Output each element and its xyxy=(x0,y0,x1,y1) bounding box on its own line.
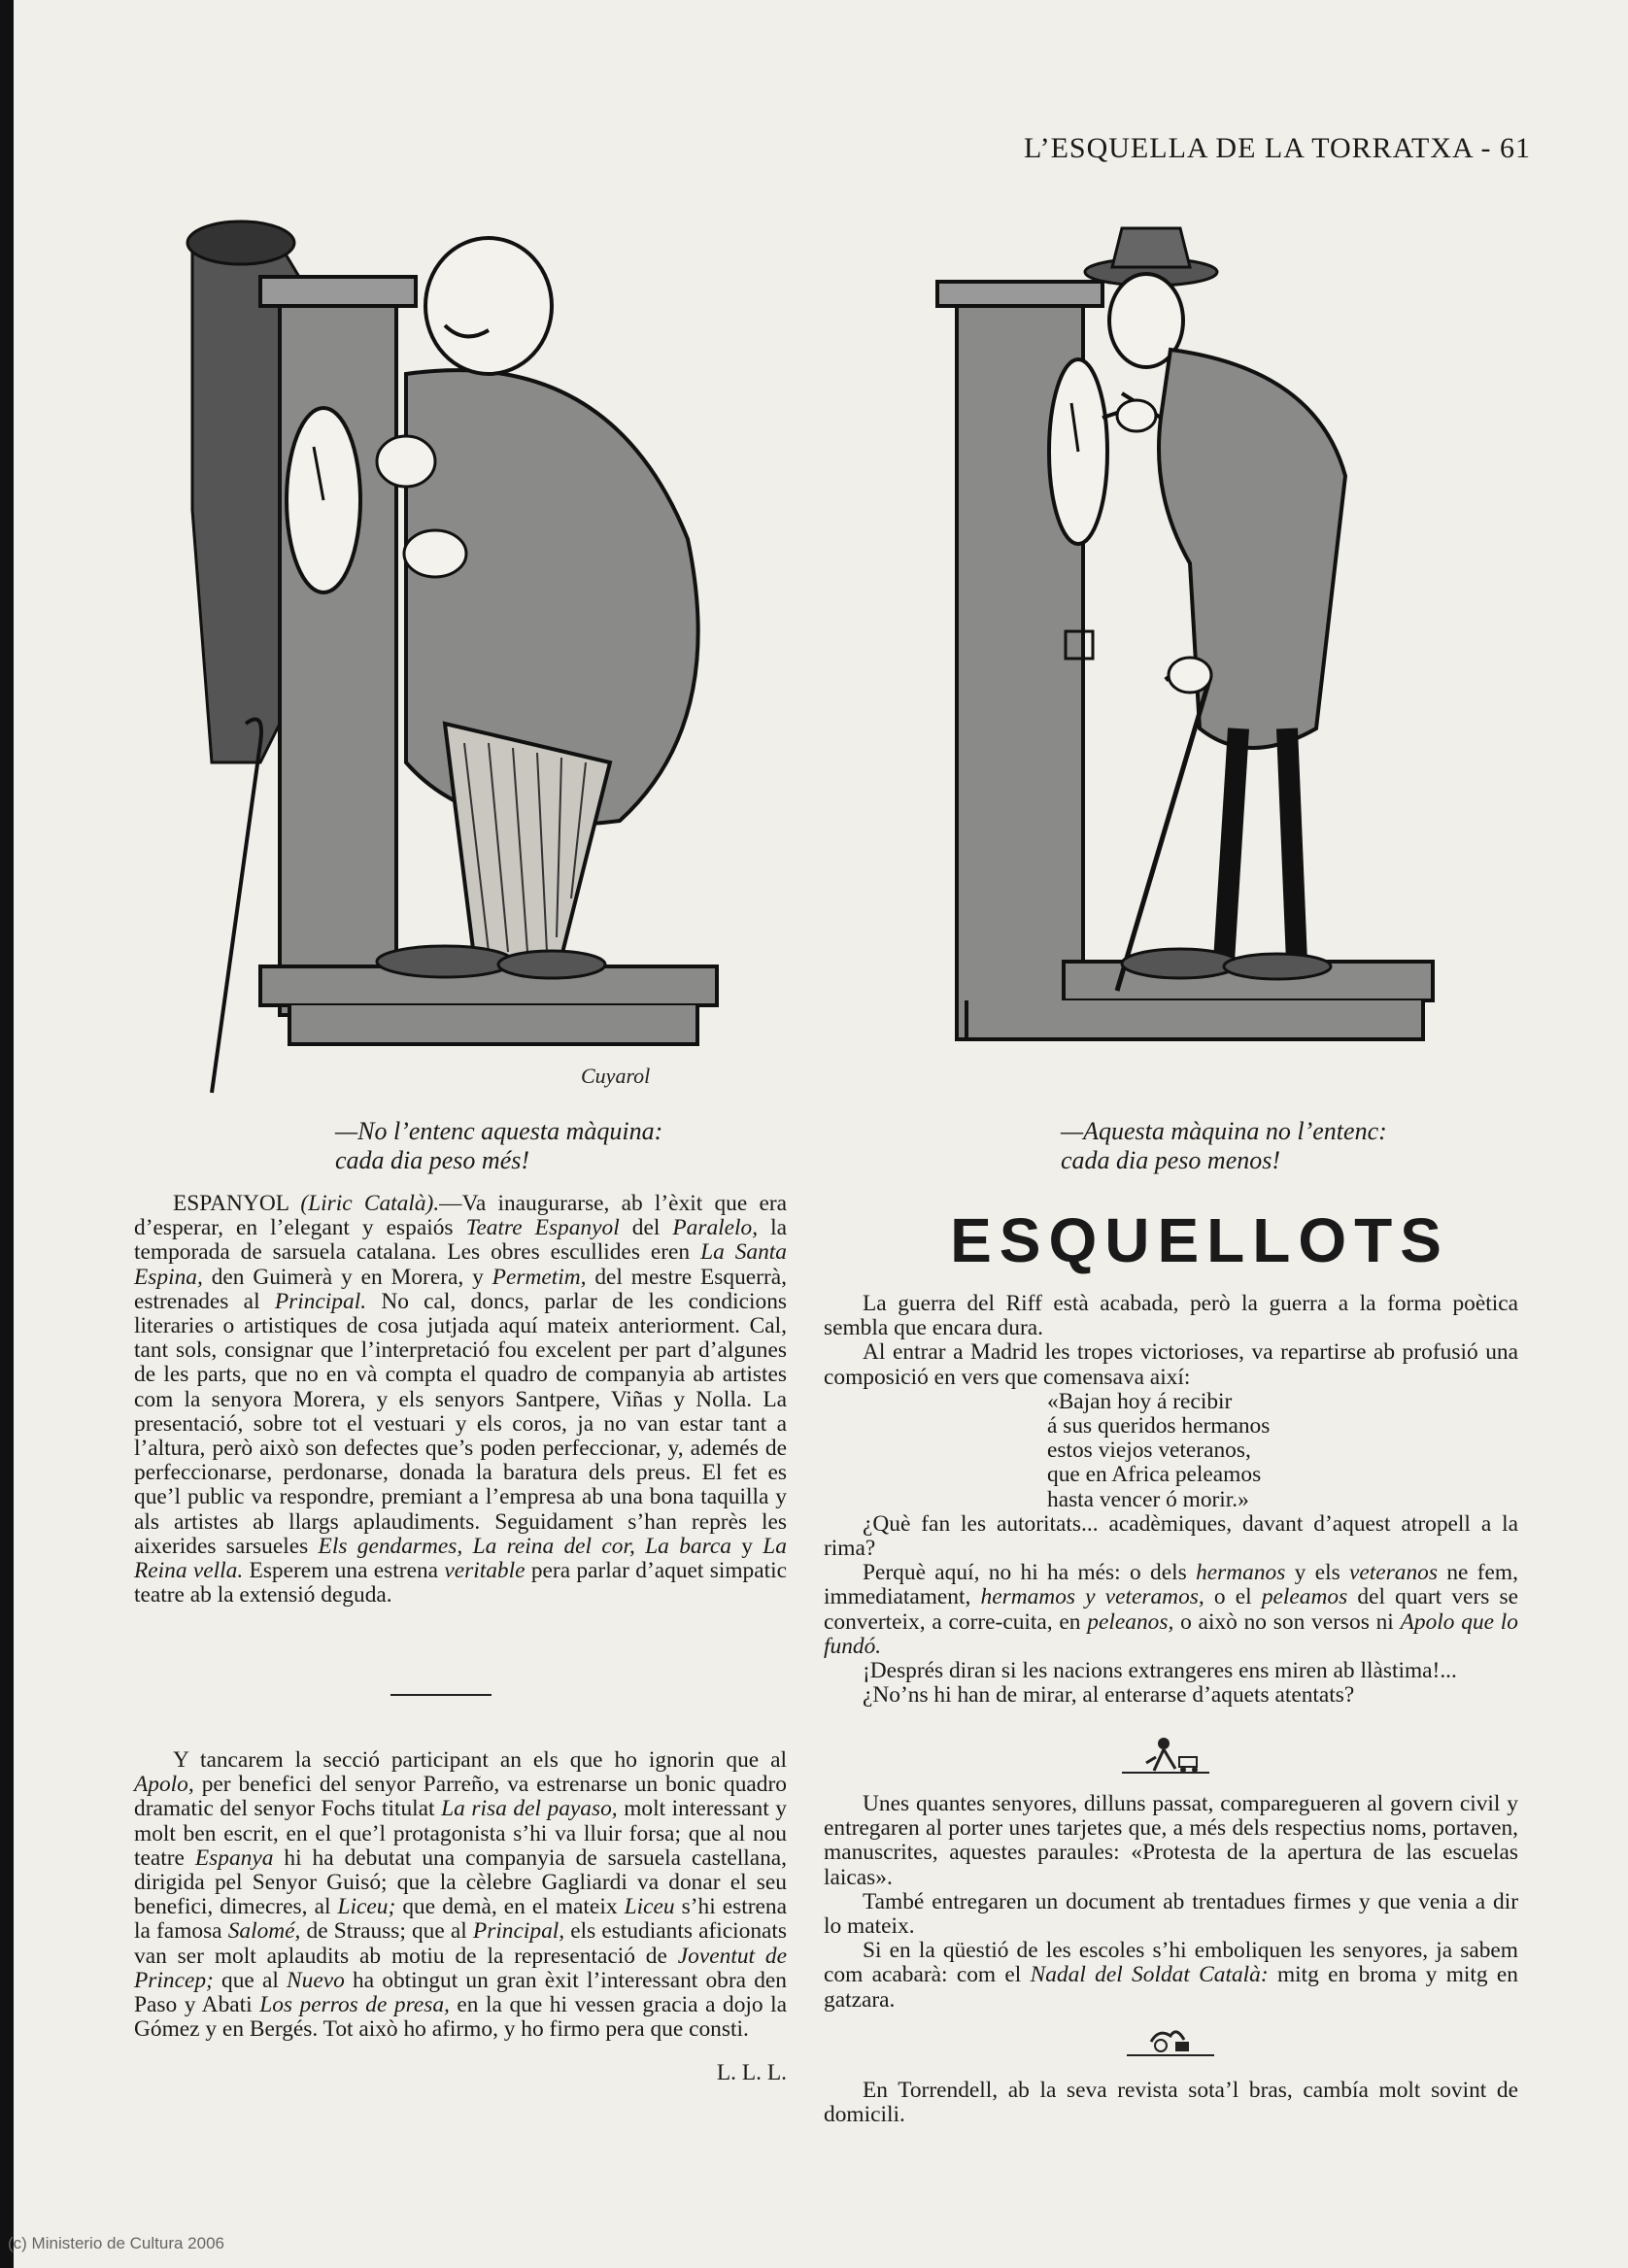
esquellots-p8: També entregaren un document ab trentadues firmes y que venia a dir lo mateix. xyxy=(824,1888,1518,1940)
article-theatre-news: Y tancarem la secció participant an els que ho ignorin que al Apolo, per benefici del senyor Parreño, va estrenarse un bonic quadro dramatic del senyor Fochs titulat La risa del payaso, molt interessant y molt ben escrit, en el que’l protagonista s’hi va lluir forsa; que al nou teatre Espanya hi ha debutat una companyia de sarsuela castellana, dirigida pel Senyor Guisó; que la cèlebre Gagliardi va donar el seu benefici, dimecres, al Liceu; que demà, en el mateix Liceu s’hi estrena la famosa Salomé, de Strauss; que al Principal, els estudiants aficionats van ser molt aplaudits ab motiu de la representació de Joventut de Princep; que al Nuevo ha obtingut un gran èxit l’interessant obra den Paso y Abati Los perros de presa, en la que hi vessen gracia a dojo la Gómez y en Bergés. Tot això ho afirmo, y ho firmo pera que consti. xyxy=(134,1747,787,2043)
cartoon-caption-left xyxy=(335,1117,763,1175)
right-column xyxy=(824,1292,1518,1708)
ornament-vignette-1 xyxy=(1117,1734,1214,1780)
article-espanyol: ESPANYOL (Liric Català).—Va inaugurarse, ab l’èxit que era d’esperar, en l’elegant y espaiós Teatre Espanyol del Paralelo, la temporada de sarsuela catalana. Les obres escullides eren La Santa Espina, den Guimerà y en Morera, y Permetim, del mestre Esquerrà, estrenades al Principal. No cal, doncs, parlar de les condicions literaries o artistiques de cosa jutjada aquí mateix anteriorment. Cal, tant sols, consignar que l’interpretació fou excelent per part d’algunes de les parts, que no en và compta el quadro de companyia ab artistes com la senyora Morera, y els senyors Santpere, Viñas y Nolla. La presentació, sobre tot el vestuari y els coros, ja no van estar tant a l’altura, però això son defectes que’s poden perfeccionar, y, ademés de perfeccionarse, perdonarse, donada la baratura dels preus. El fet es que’l public va respondre, premiant a l’empresa ab una bona taquilla y als artistes ab llargs aplaudiments. Seguidament s’han reprès les aixerides sarsueles Els gendarmes, La reina del cor, La barca y La Reina vella. Esperem una estrena veritable pera parlar d’aquet simpatic teatre ab la extensió deguda. xyxy=(134,1191,788,1608)
right-column-second xyxy=(824,1792,1518,2013)
artist-signature: Cuyarol xyxy=(581,1064,651,1088)
verse-line-3: estos viejos veteranos, xyxy=(1047,1438,1251,1464)
verse-line-1: «Bajan hoy á recibir xyxy=(1047,1388,1233,1414)
verse-line-2: á sus queridos hermanos xyxy=(1047,1413,1271,1439)
cartoon-fat-man-scale xyxy=(153,219,785,1112)
left-column-second xyxy=(134,1748,787,2086)
esquellots-p4: Perquè aquí, no hi ha més: o dels hermanos y els veteranos ne fem, immediatament, hermamos y veteramos, o el peleamos del quart vers se converteix, a corre-cuita, en peleanos, o això no son versos ni Apolo que lo fundó. xyxy=(824,1560,1518,1659)
esquellots-p3: ¿Què fan les autoritats... acadèmiques, davant d’aquest atropell a la rima? xyxy=(824,1510,1518,1562)
copyright-notice: (c) Ministerio de Cultura 2006 xyxy=(8,2234,224,2252)
ornament-vignette-2 xyxy=(1122,2022,1219,2061)
verse-line-4: que en Africa peleamos xyxy=(1047,1462,1262,1488)
scan-edge xyxy=(0,0,14,2268)
right-column-third xyxy=(824,2079,1518,2127)
caption-right-line1: —Aquesta màquina no l’entenc: xyxy=(1061,1117,1387,1145)
esquellots-p1: La guerra del Riff està acabada, però la guerra a la forma poètica sembla que encara dura. xyxy=(824,1291,1518,1341)
section-title: ESQUELLOTS xyxy=(950,1205,1449,1275)
caption-left-line1: —No l’entenc aquesta màquina: xyxy=(335,1117,663,1145)
left-column xyxy=(134,1192,787,1608)
article-signature: L. L. L. xyxy=(716,2060,787,2086)
esquellots-p7: Unes quantes senyores, dilluns passat, comparegueren al govern civil y entregaren al porter unes tarjetes que, a més dels respectius noms, portaven, manuscrites, aquestes paraules: «Protesta de la apertura de las escuelas laicas». xyxy=(824,1791,1518,1890)
esquellots-p5: ¡Després diran si les nacions extrangeres ens miren ab llàstima!... xyxy=(863,1658,1457,1684)
caption-right-line2: cada dia peso menos! xyxy=(1061,1146,1281,1174)
esquellots-p6: ¿No’ns hi han de mirar, al enterarse d’aquets atentats? xyxy=(863,1682,1355,1709)
caption-left-line2: cada dia peso més! xyxy=(335,1146,530,1174)
cartoon-caption-right xyxy=(1061,1117,1488,1175)
verse-line-5: hasta vencer ó morir.» xyxy=(1047,1486,1249,1512)
esquellots-p9: Si en la qüestió de les escoles s’hi emboliquen les senyores, ja sabem com acabarà: com el Nadal del Soldat Català: mitg en broma y mitg en gatzara. xyxy=(824,1938,1518,2013)
page-header: L’ESQUELLA DE LA TORRATXA - 61 xyxy=(1024,132,1531,164)
esquellots-p10: En Torrendell, ab la seva revista sota’l bras, cambía molt sovint de domicili. xyxy=(824,2078,1518,2128)
cartoon-thin-man-scale xyxy=(928,223,1472,1078)
esquellots-p2: Al entrar a Madrid les tropes victorioses, va repartirse ab profusió una composició en vers que comensava així: xyxy=(824,1339,1518,1390)
section-divider xyxy=(390,1694,492,1696)
